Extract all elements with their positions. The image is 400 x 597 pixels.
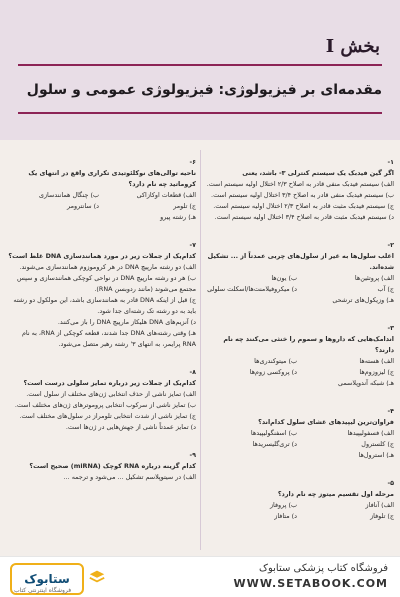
store-name: فروشگاه کتاب پزشکی ستابوک <box>259 563 388 574</box>
option-e: هـ) وزیکول‌های ترشحی <box>332 296 394 304</box>
question-3: ۳- اندامک‌هایی که داروها و سموم را خنثی می‌کنند چه نام دارند؟ الف) هسته‌ها ب) میتوکندری‌ها ج) لیزوزوم‌ها د) پروکسی زوم‌ها هـ) شبکه آندوپلاسمی <box>206 312 394 389</box>
question-number: ۱ <box>390 158 394 166</box>
question-number: ۷ <box>192 241 196 249</box>
question-5: ۵- مرحله اول تقسیم میتوز چه نام دارد؟ الف) آنافاز ب) پروفاز ج) تلوفاز د) متافاز <box>206 467 394 522</box>
question-number: ۲ <box>390 241 394 249</box>
option-d: د) پروکسی زوم‌ها <box>249 368 297 376</box>
question-stem: اندامک‌هایی که داروها و سموم را خنثی می‌کنند چه نام دارند؟ <box>223 335 394 354</box>
option-b: ب) هر دو رشته مارپیچ DNA در نواحی کوچکی همانندسازی و سپس مجتمع می‌شوند (مانند ردوبسن RNA). <box>16 274 196 293</box>
chapter-title: مقدمه‌ای بر فیزیولوژی: فیزیولوژی عمومی و سلول <box>26 82 382 98</box>
book-stack-icon <box>88 567 106 585</box>
option-b: ب) تمایز ناشی از سرکوب انتخابی پروموترهای ژن‌های مختلف است. <box>14 401 196 409</box>
option-b: ب) یون‌ها <box>271 274 297 282</box>
option-c: ج) تلوفاز <box>370 512 394 520</box>
question-stem: مرحله اول تقسیم میتوز چه نام دارد؟ <box>277 490 394 498</box>
option-d: د) تمایز عمدتاً ناشی از جهش‌هایی در ژن‌ها است. <box>65 423 196 431</box>
question-9: ۹- کدام گزینه درباره RNA کوچک (miRNA) صحیح است؟ الف) در سیتوپلاسم تشکیل ... می‌شود و ترجمه ... <box>8 439 196 483</box>
option-e: هـ) شبکه آندوپلاسمی <box>338 379 394 387</box>
question-stem: فراوان‌ترین لیپیدهای غشای سلول کدام‌اند؟ <box>258 418 394 426</box>
option-a: الف) فسفولیپیدها <box>347 429 394 437</box>
option-e: هـ) وقتی رشته‌های DNA جدا شدند، قطعه کوچکی از RNA، به نام RNA پرایمر، به انتهای ۳' رشته رهبر متصل می‌شود. <box>21 329 196 348</box>
question-1: ۱- اگر گین فیدبک یک سیستم کنترلی ۳- باشد، یعنی الف) سیستم فیدبک منفی قادر به اصلاح ۲/۳ اختلال اولیه سیستم است. ب) سیستم فیدبک منفی قادر به اصلاح ۳/۴ اختلال اولیه سیستم است. ج) سیستم فیدبک مثبت قادر به اصلاح ۲/۳ اختلال اولیه سیستم است. د) سیستم فیدبک مثبت قادر به اصلاح ۳/۴ اختلال اولیه سیستم است. <box>206 158 394 221</box>
option-c: ج) سیستم فیدبک مثبت قادر به اصلاح ۲/۳ اختلال اولیه سیستم است. <box>213 202 394 210</box>
question-8: ۸- کدام‌یک از جملات زیر درباره تمایز سلولی درست است؟ الف) تمایز ناشی از حذف انتخابی ژن‌های مختلف از سلول است. ب) تمایز ناشی از سرکوب انتخابی پروموترهای ژن‌های مختلف است. ج) تمایز ناشی از شدت انتخابی تلومراز در سلول‌های مختلف است. د) تمایز عمدتاً ناشی از جهش‌هایی در ژن‌ها است. <box>8 356 196 433</box>
questions-right-column <box>206 146 394 528</box>
question-6: ۶- ناحیه توالی‌های نوکلئوتیدی تکراری واقع در انتهای یک کروماتید چه نام دارد؟ الف) قطعات اوکازاکی ب) چنگال همانندسازی ج) تلومر د) سانترومر هـ) رشته پیرو <box>8 146 196 223</box>
option-b: ب) چنگال همانندسازی <box>38 191 99 199</box>
question-number: ۸ <box>192 368 196 376</box>
column-divider <box>200 150 201 550</box>
chapter-header <box>0 0 400 140</box>
option-c: ج) قبل از اینکه DNA قادر به همانندسازی باشد، این مولکول دو رشته باید به دو رشته تک رشته‌ای جدا شود. <box>13 296 196 315</box>
header-divider-top <box>18 64 382 66</box>
question-stem: اگر گین فیدبک یک سیستم کنترلی ۳- باشد، یعنی <box>242 169 394 177</box>
section-title: بخش I <box>325 36 380 57</box>
option-d: د) سیستم فیدبک مثبت قادر به اصلاح ۳/۴ اختلال اولیه سیستم است. <box>214 213 394 221</box>
question-stem: کدام گزینه درباره RNA کوچک (miRNA) صحیح است؟ <box>29 462 196 470</box>
store-url[interactable]: WWW.SETABOOK.COM <box>233 577 388 590</box>
question-stem: ناحیه توالی‌های نوکلئوتیدی تکراری واقع در انتهای یک کروماتید چه نام دارد؟ <box>28 169 196 188</box>
option-a: الف) سیستم فیدبک منفی قادر به اصلاح ۲/۳ اختلال اولیه سیستم است. <box>206 180 394 188</box>
question-7: ۷- کدام‌یک از جملات زیر در مورد همانندسازی DNA غلط است؟ الف) دو رشته مارپیچ DNA در هر کروموزوم همانندسازی می‌شوند. ب) هر دو رشته مارپیچ DNA در نواحی کوچکی همانندسازی و سپس مجتمع می‌شوند (مانند ردوبسن RNA). ج) قبل از اینکه DNA قادر به همانندسازی باشد، این مولکول دو رشته باید به دو رشته تک رشته‌ای جدا شود. د) آنزیم‌های DNA هلیکاز مارپیچ DNA را باز می‌کنند. هـ) وقتی رشته‌های DNA جدا شدند، قطعه کوچکی از RNA، به نام RNA پرایمر، به انتهای ۳' رشته رهبر متصل می‌شود. <box>8 241 196 348</box>
option-a: الف) پروتئین‌ها <box>354 274 394 282</box>
questions-left-column <box>8 146 196 489</box>
option-b: ب) اسفنگولیپیدها <box>250 429 297 437</box>
question-number: ۹ <box>192 451 196 459</box>
option-d: د) تری‌گلیسریدها <box>252 440 297 448</box>
options-grid <box>206 356 394 389</box>
option-e: هـ) استرول‌ها <box>358 451 394 459</box>
option-b: ب) میتوکندری‌ها <box>254 357 297 365</box>
option-b: ب) پروفاز <box>269 501 297 509</box>
question-number: ۳ <box>390 324 394 332</box>
option-c: ج) لیزوزوم‌ها <box>359 368 394 376</box>
option-e: هـ) رشته پیرو <box>160 213 196 221</box>
question-4: ۴- فراوان‌ترین لیپیدهای غشای سلول کدام‌اند؟ الف) فسفولیپیدها ب) اسفنگولیپیدها ج) کلسترول د) تری‌گلیسریدها هـ) استرول‌ها <box>206 395 394 461</box>
question-number: ۶ <box>192 158 196 166</box>
option-a: الف) دو رشته مارپیچ DNA در هر کروموزوم همانندسازی می‌شوند. <box>19 263 196 271</box>
option-c: ج) تلومر <box>173 202 196 210</box>
store-footer-banner <box>0 556 400 597</box>
option-d: د) سانترومر <box>67 202 99 210</box>
question-2: ۲- اغلب سلول‌ها به غیر از سلول‌های چربی عمدتاً از ... تشکیل شده‌اند. الف) پروتئین‌ها ب) یون‌ها ج) آب د) میکروفیلامنت‌ها/اسکلت سلولی هـ) وزیکول‌های ترشحی <box>207 241 394 304</box>
logo-subtitle: فروشگاه اینترنتی کتاب <box>14 587 72 594</box>
option-a: الف) قطعات اوکازاکی <box>136 191 196 199</box>
logo-text: ستابوک <box>24 572 70 586</box>
option-c: ج) آب <box>377 285 394 293</box>
question-number: ۴ <box>390 407 394 415</box>
options-grid <box>8 190 196 223</box>
header-divider-bottom <box>18 112 382 114</box>
option-b: ب) سیستم فیدبک منفی قادر به اصلاح ۳/۴ اختلال اولیه سیستم است. <box>211 191 394 199</box>
option-c: ج) تمایز ناشی از شدت انتخابی تلومراز در سلول‌های مختلف است. <box>19 412 196 420</box>
question-stem: کدام‌یک از جملات زیر در مورد همانندسازی DNA غلط است؟ <box>8 252 196 260</box>
option-a: الف) هسته‌ها <box>359 357 394 365</box>
option-d: د) آنزیم‌های DNA هلیکاز مارپیچ DNA را باز می‌کنند. <box>57 318 196 326</box>
option-c: ج) کلسترول <box>361 440 394 448</box>
options-grid <box>206 428 394 461</box>
options-grid <box>206 500 394 522</box>
option-a: الف) در سیتوپلاسم تشکیل ... می‌شود و ترجمه ... <box>63 473 196 481</box>
question-stem: اغلب سلول‌ها به غیر از سلول‌های چربی عمدتاً از ... تشکیل شده‌اند. <box>207 252 394 271</box>
options-grid <box>206 273 394 306</box>
option-a: الف) آنافاز <box>365 501 394 509</box>
option-d: د) متافاز <box>274 512 297 520</box>
question-stem: کدام‌یک از جملات زیر درباره تمایز سلولی درست است؟ <box>23 379 196 387</box>
option-a: الف) تمایز ناشی از حذف انتخابی ژن‌های مختلف از سلول است. <box>26 390 196 398</box>
question-number: ۵ <box>390 479 394 487</box>
option-d: د) میکروفیلامنت‌ها/اسکلت سلولی <box>207 285 297 293</box>
